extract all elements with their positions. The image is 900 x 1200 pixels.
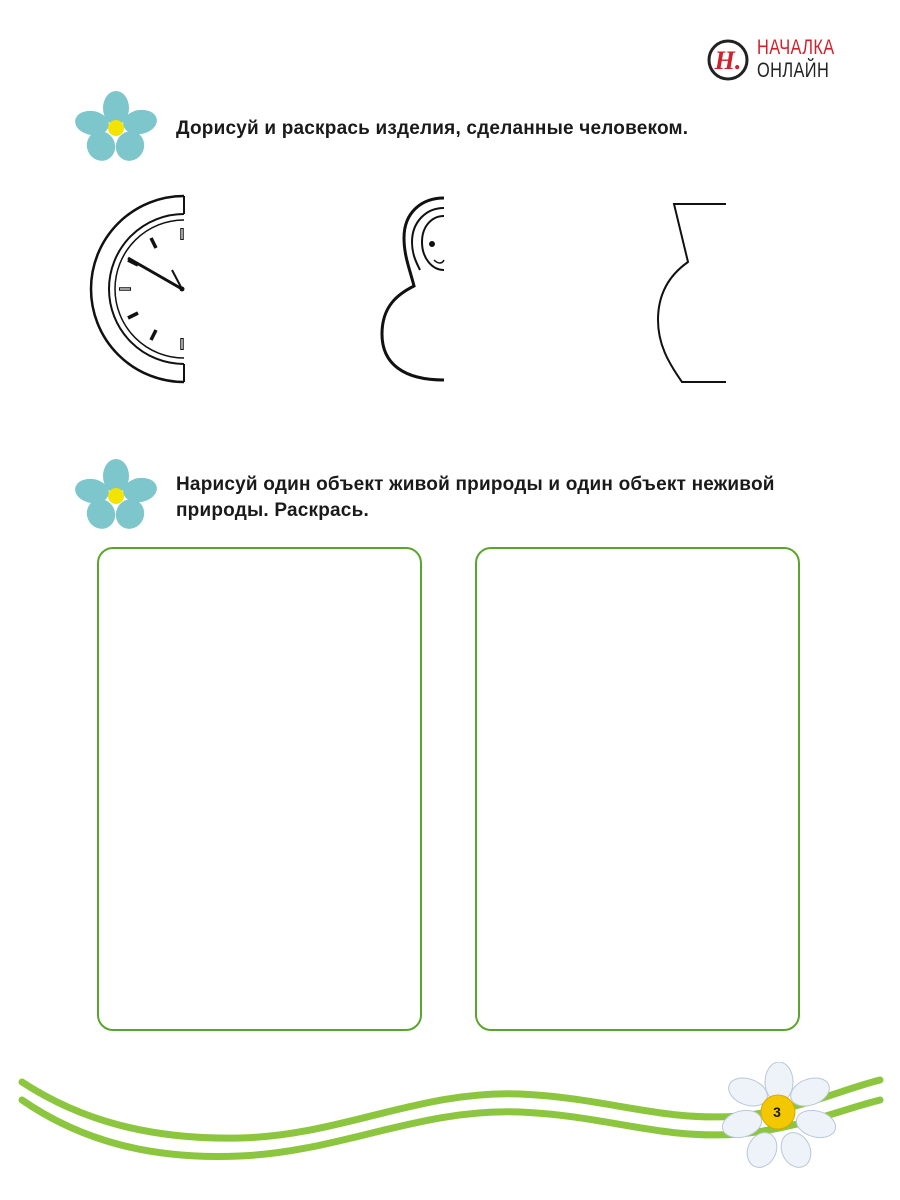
vase-half-icon: [650, 198, 734, 386]
task2-text: [176, 472, 775, 524]
drawing-frame-living[interactable]: [97, 547, 422, 1031]
flower-icon: [74, 458, 158, 532]
drawing-frame-nonliving[interactable]: [475, 547, 800, 1031]
matryoshka-half-icon: [378, 194, 450, 386]
logo-badge-letter: Н.: [714, 46, 742, 75]
task2-line2: природы. Раскрась.: [176, 500, 369, 521]
logo-badge-icon: [706, 38, 750, 82]
page-number: 3: [773, 1104, 781, 1120]
logo-line2: ОНЛАЙН: [757, 59, 830, 82]
task1-text: Дорисуй и раскрась изделия, сделанные человеком.: [176, 118, 689, 139]
task2-line1: Нарисуй один объект живой природы и один объект неживой: [176, 474, 775, 495]
clock-half-icon: [86, 190, 190, 386]
logo-line1: НАЧАЛКА: [757, 36, 835, 59]
flower-icon: [74, 90, 158, 164]
logo-text: [757, 36, 857, 82]
